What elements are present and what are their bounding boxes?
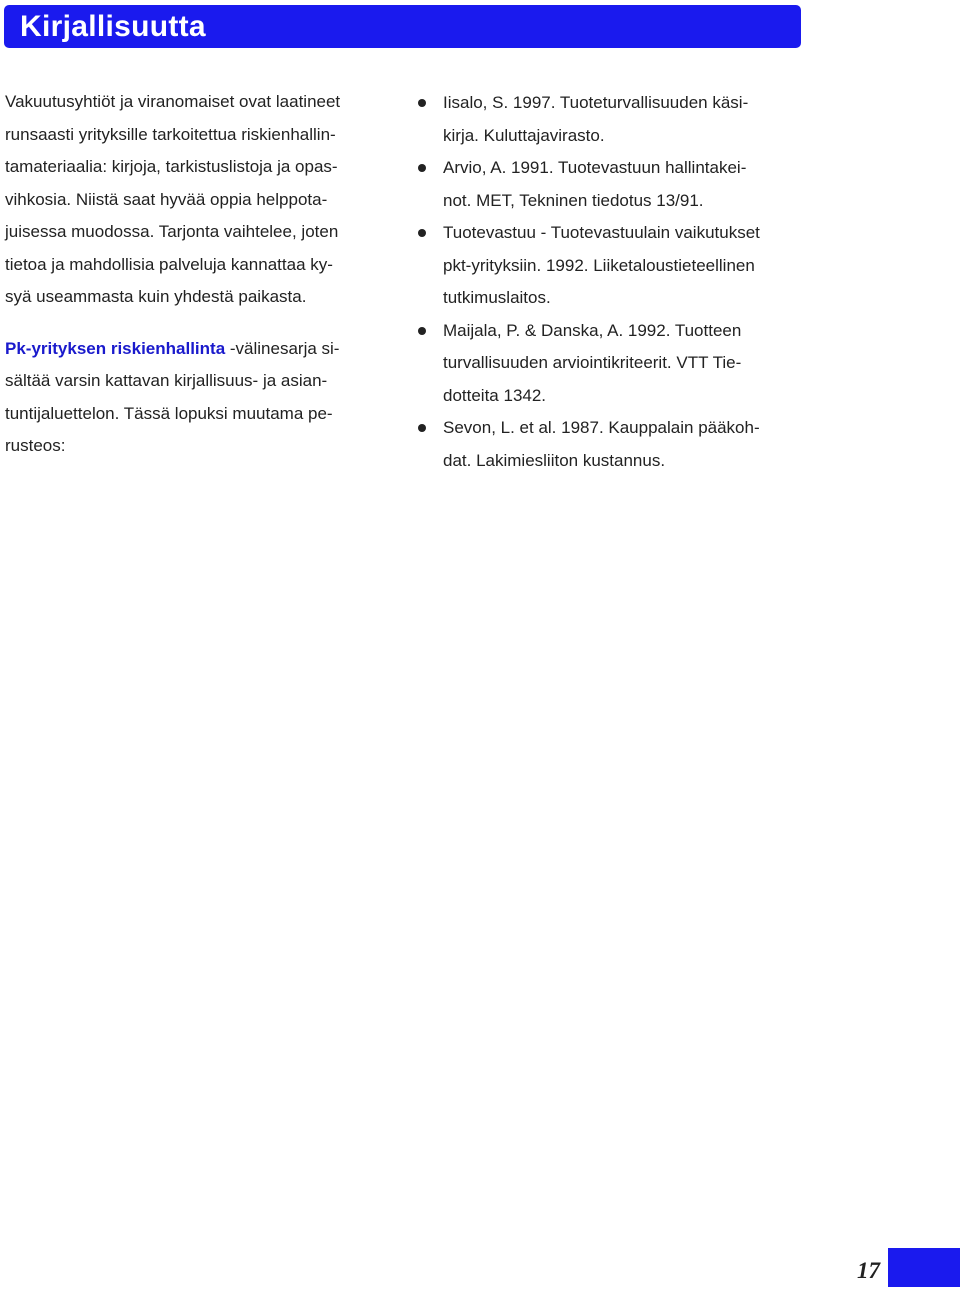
- reference-text: Arvio, A. 1991. Tuotevastuun hallintakei- not. MET, Tekninen tiedotus 13/91.: [443, 158, 747, 210]
- bullet-icon: [418, 424, 426, 432]
- page-number: 17: [857, 1258, 880, 1283]
- reference-item: [416, 152, 816, 217]
- reference-text: Maijala, P. & Danska, A. 1992. Tuotteen turvallisuuden arviointikriteerit. VTT Tie- dotteita 1342.: [443, 320, 742, 405]
- reference-item: [416, 87, 816, 152]
- toolkit-description: -välinesarja si- sältää varsin kattavan kirjallisuus- ja asian- tuntijaluettelon. Tässä lopuksi muutama pe- rusteos:: [5, 338, 340, 455]
- intro-column: [5, 86, 383, 463]
- reference-item: [416, 217, 816, 315]
- page-title: Kirjallisuutta: [20, 10, 206, 43]
- reference-column: [416, 87, 816, 477]
- bullet-icon: [418, 229, 426, 237]
- bullet-icon: [418, 164, 426, 172]
- reference-item: [416, 315, 816, 413]
- reference-text: Tuotevastuu - Tuotevastuulain vaikutukset pkt-yrityksiin. 1992. Liiketaloustieteellinen tutkimuslaitos.: [443, 223, 760, 307]
- reference-item: [416, 412, 816, 477]
- toolkit-name-highlight: Pk-yrityksen riskienhallinta: [5, 338, 226, 358]
- page-marker-block: [888, 1248, 960, 1287]
- toolkit-paragraph: [5, 333, 383, 463]
- bullet-icon: [418, 327, 426, 335]
- title-banner: [4, 5, 801, 48]
- reference-text: Iisalo, S. 1997. Tuoteturvallisuuden käsi- kirja. Kuluttajavirasto.: [443, 93, 749, 145]
- bullet-icon: [418, 99, 426, 107]
- reference-text: Sevon, L. et al. 1987. Kauppalain pääkoh- dat. Lakimiesliiton kustannus.: [443, 418, 760, 470]
- intro-paragraph: Vakuutusyhtiöt ja viranomaiset ovat laatineet runsaasti yrityksille tarkoitettua riskienhallin- tamateriaalia: kirjoja, tarkistuslistoja ja opas- vihkosia. Niistä saat hyvää oppia helppota- juisessa muodossa. Tarjonta vaihtelee, joten tietoa ja mahdollisia palveluja kannattaa ky- syä useammasta kuin yhdestä paikasta.: [5, 92, 341, 306]
- reference-list: [416, 87, 816, 477]
